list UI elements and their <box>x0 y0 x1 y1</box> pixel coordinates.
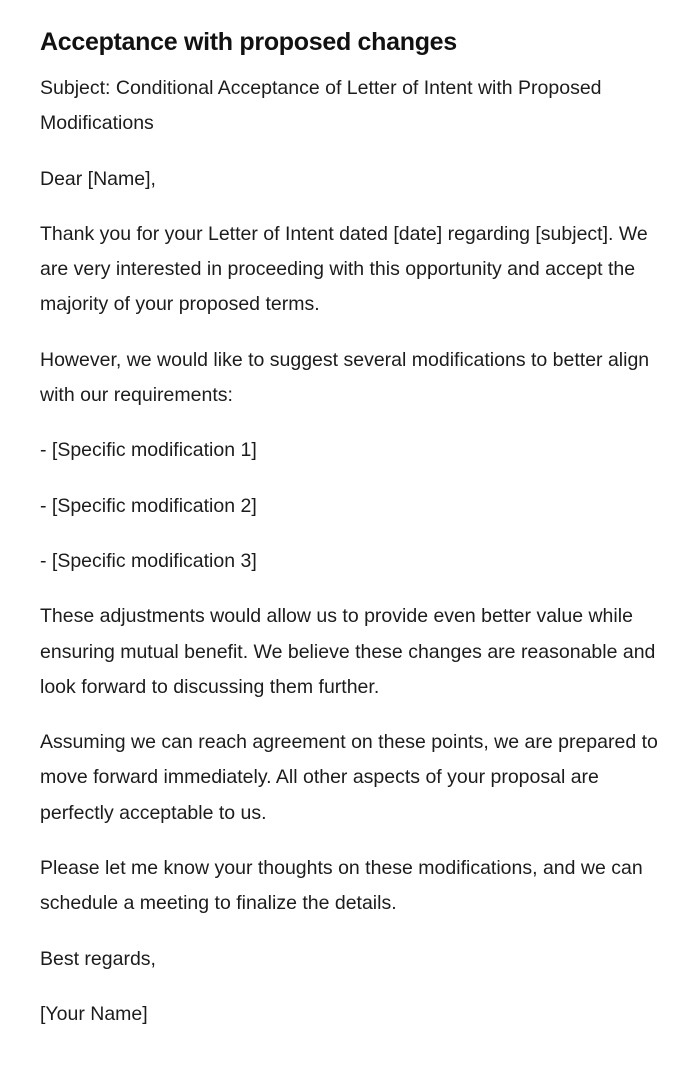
body-paragraph-agreement: Assuming we can reach agreement on these points, we are prepared to move forward immediately. All other aspects of your proposal are perfectly acceptable to us. <box>40 731 658 824</box>
body-paragraph-next-steps: Please let me know your thoughts on these modifications, and we can schedule a meeting to finalize the details. <box>40 857 643 915</box>
salutation: Dear [Name], <box>40 167 156 190</box>
body-paragraph-value: These adjustments would allow us to provide even better value while ensuring mutual benefit. We believe these changes are reasonable and look forward to discussing them further. <box>40 605 656 698</box>
document-title: Acceptance with proposed changes <box>40 28 457 56</box>
subject-line: Subject: Conditional Acceptance of Letter of Intent with Proposed Modifications <box>40 77 602 135</box>
closing: Best regards, <box>40 947 156 970</box>
body-paragraph-intro: Thank you for your Letter of Intent dated [date] regarding [subject]. We are very interested in proceeding with this opportunity and accept the majority of your proposed terms. <box>40 222 648 316</box>
modification-item-2: - [Specific modification 2] <box>40 494 257 517</box>
signature-name: [Your Name] <box>40 1002 148 1025</box>
body-paragraph-modifications-lead: However, we would like to suggest several modifications to better align with our requirements: <box>40 348 650 407</box>
modification-item-3: - [Specific modification 3] <box>40 549 257 572</box>
modification-item-1: - [Specific modification 1] <box>40 439 257 462</box>
